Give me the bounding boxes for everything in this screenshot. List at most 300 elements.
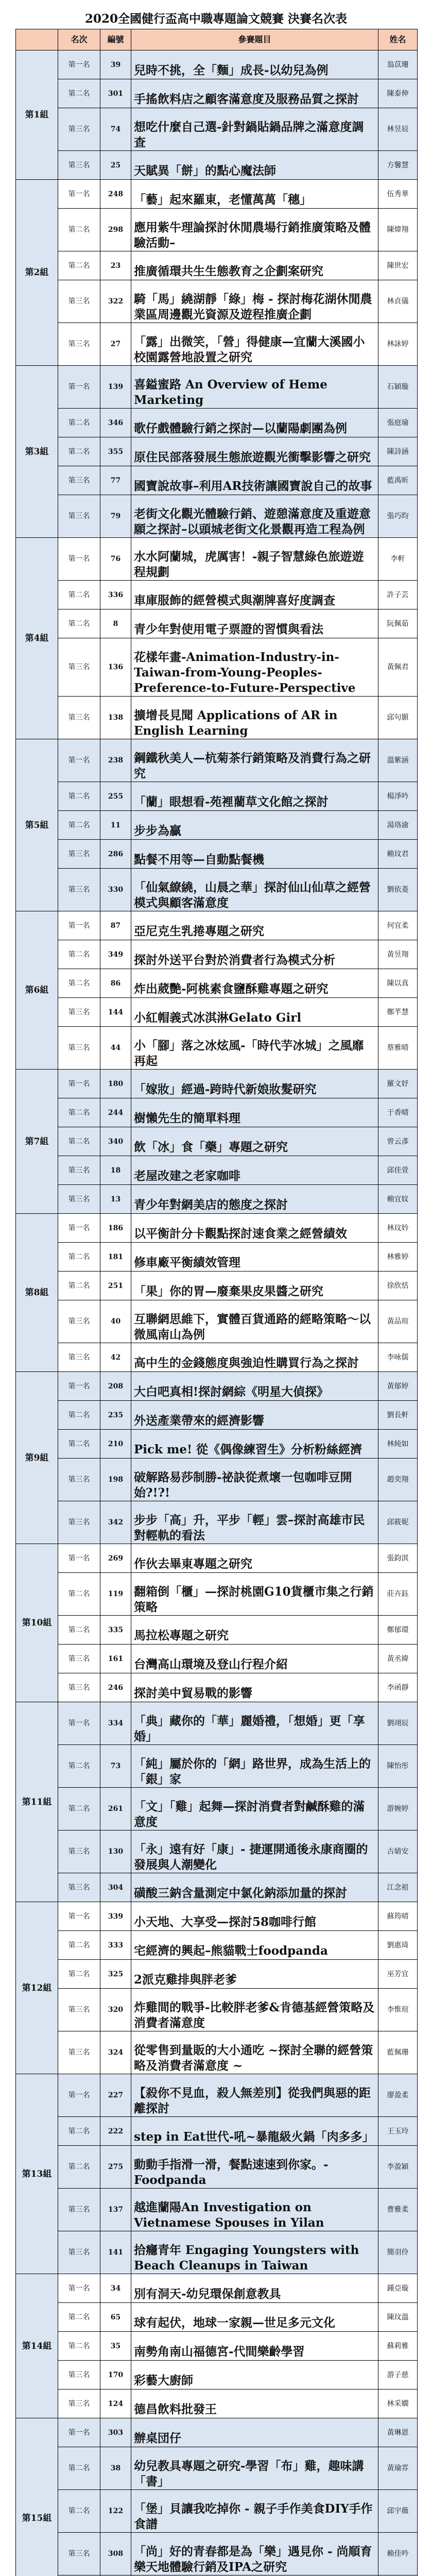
title-cell: 修車廠平衡績效管理 (131, 1243, 378, 1272)
id-cell: 141 (100, 2231, 131, 2274)
id-cell: 8 (100, 609, 131, 638)
group-section (16, 180, 418, 366)
name-cell: 張庭瑜 (378, 409, 418, 437)
title-cell: 應用紫牛理論探討休閒農場行銷推廣策略及體驗活動– (131, 209, 378, 251)
title-cell: Pick me! 從《偶像練習生》分析粉絲經濟 (131, 1430, 378, 1459)
title-cell: 點餐不用等—自動點餐機 (131, 840, 378, 869)
title-cell: 幼兒教具專題之研究-學習「布」雞，趣味講「書」 (131, 2447, 378, 2490)
rank-cell: 第三名 (58, 840, 100, 869)
id-cell: 137 (100, 2189, 131, 2231)
rank-cell: 第二名 (58, 79, 100, 108)
header-group (16, 29, 58, 50)
table-row (16, 1401, 418, 1430)
title-cell: 外送產業帶來的經濟影響 (131, 1401, 378, 1430)
name-cell: 邱佳萱 (378, 1156, 418, 1185)
id-cell: 25 (100, 151, 131, 180)
title-cell: 「藝」起來羅東，老懂萬萬「穗」 (131, 180, 378, 209)
title-cell: 水水阿蘭城，虎厲害！-親子智慧綠色旅遊遊程規劃 (131, 538, 378, 581)
name-cell: 黃瑜雰 (378, 2447, 418, 2490)
rank-cell: 第三名 (58, 495, 100, 538)
rank-cell: 第三名 (58, 697, 100, 739)
name-cell: 黃郁婷 (378, 1372, 418, 1401)
name-cell: 藍佩珊 (378, 2031, 418, 2074)
table-row (16, 1645, 418, 1673)
name-cell: 阮佩茹 (378, 609, 418, 638)
group-section (16, 1544, 418, 1702)
name-cell: 劉惠琦 (378, 1931, 418, 1960)
title-cell: 擴增長見聞 Applications of AR in English Learning (131, 697, 378, 739)
title-cell: 拾癮青年 Engaging Youngsters with Beach Cleanups in Taiwan (131, 2231, 378, 2274)
name-cell: 黃琳恩 (378, 2418, 418, 2447)
name-cell: 蘇筠晴 (378, 1902, 418, 1931)
name-cell: 陳世宏 (378, 251, 418, 280)
table-row (16, 581, 418, 609)
rank-cell: 第三名 (58, 2361, 100, 2389)
id-cell: 261 (100, 1788, 131, 1831)
title-cell: 辦桌団仔 (131, 2418, 378, 2447)
id-cell: 198 (100, 1459, 131, 1501)
group-section (16, 1372, 418, 1544)
group-label: 第2組 (16, 180, 58, 366)
name-cell: 黃品瑄 (378, 1300, 418, 1343)
title-cell: 翻箱倒「櫃」—探討桃園G10貨櫃市集之行銷策略 (131, 1573, 378, 1616)
rank-cell: 第二名 (58, 1098, 100, 1127)
name-cell: 林昱辰 (378, 108, 418, 151)
name-cell: 李惟瑄 (378, 1989, 418, 2031)
group-section (16, 2274, 418, 2418)
table-row (16, 1673, 418, 1702)
table-row (16, 2490, 418, 2533)
name-cell: 蘇莉雅 (378, 2332, 418, 2361)
header-rank: 名次 (58, 29, 100, 50)
table-row (16, 366, 418, 409)
rank-cell: 第二名 (58, 209, 100, 251)
id-cell: 44 (100, 1027, 131, 1070)
name-cell: 蔡雅晴 (378, 1027, 418, 1070)
table-row (16, 2074, 418, 2117)
name-cell: 林玟妗 (378, 1214, 418, 1243)
id-cell: 322 (100, 280, 131, 323)
title-cell: 南勢角南山福德宮-代間樂齡學習 (131, 2332, 378, 2361)
title-cell: 探討美中貿易戰的影響 (131, 1673, 378, 1702)
id-cell: 40 (100, 1300, 131, 1343)
rank-cell: 第三名 (58, 1459, 100, 1501)
title-cell: 鋼鐵秋美人—杭菊茶行銷策略及消費行為之研究 (131, 739, 378, 782)
group-section (16, 739, 418, 911)
id-cell: 330 (100, 869, 131, 911)
table-row (16, 998, 418, 1027)
table-row (16, 1873, 418, 1902)
table-row (16, 739, 418, 782)
id-cell: 336 (100, 581, 131, 609)
name-cell: 林貞儀 (378, 280, 418, 323)
table-row (16, 1501, 418, 1544)
table-row (16, 1272, 418, 1300)
title-cell: 「果」你的胃—廢棄果皮果醬之研究 (131, 1272, 378, 1300)
rank-cell: 第二名 (58, 1573, 100, 1616)
id-cell: 73 (100, 1745, 131, 1788)
title-cell: 馬拉松專題之研究 (131, 1616, 378, 1645)
title-cell: 作伙去畢東專題之研究 (131, 1544, 378, 1573)
table-row (16, 638, 418, 697)
rank-cell: 第三名 (58, 1831, 100, 1873)
rank-cell: 第三名 (58, 2031, 100, 2074)
rank-cell: 第三名 (58, 108, 100, 151)
rank-cell: 第一名 (58, 366, 100, 409)
rank-cell: 第二名 (58, 2303, 100, 2332)
rank-cell: 第三名 (58, 151, 100, 180)
title-cell: 花樣年畫-Animation-Industry-in-Taiwan-from-Young-Peoples-Preference-to-Future-Perspective (131, 638, 378, 697)
title-cell: 炸出葳艷-阿桃素食鹽酥雞專題之研究 (131, 969, 378, 998)
table-row (16, 495, 418, 538)
group-label: 第3組 (16, 366, 58, 538)
table-row (16, 1931, 418, 1960)
name-cell: 石穎璇 (378, 366, 418, 409)
title-cell: 「蘭」眼想看-苑裡藺草文化館之探討 (131, 782, 378, 811)
table-row (16, 2389, 418, 2418)
name-cell: 李咏儒 (378, 1343, 418, 1372)
rank-cell: 第三名 (58, 2389, 100, 2418)
table-row (16, 1702, 418, 1745)
group-label: 第4組 (16, 538, 58, 739)
table-row (16, 2231, 418, 2274)
id-cell: 18 (100, 1156, 131, 1185)
id-cell: 304 (100, 1873, 131, 1902)
id-cell: 320 (100, 1989, 131, 2031)
title-cell: 動動手指滑一滑，餐點速速到你家。-Foodpanda (131, 2146, 378, 2189)
name-cell: 李盈穎 (378, 2146, 418, 2189)
header-name: 姓名 (378, 29, 418, 50)
table-row (16, 251, 418, 280)
table-row (16, 2274, 418, 2303)
group-label: 第12組 (16, 1902, 58, 2074)
id-cell: 161 (100, 1645, 131, 1673)
rank-cell: 第一名 (58, 1902, 100, 1931)
name-cell: 藍禹昕 (378, 466, 418, 495)
group-section (16, 538, 418, 739)
title-cell: 別有洞天-幼兒環保創意教具 (131, 2274, 378, 2303)
title-cell: 探討外送平台對於消費者行為模式分析 (131, 940, 378, 969)
id-cell: 124 (100, 2389, 131, 2418)
name-cell: 黃昱翔 (378, 940, 418, 969)
name-cell: 邱句顥 (378, 697, 418, 739)
title-cell: 「典」藏你的「華」麗婚禮，「想婚」更「享婚」 (131, 1702, 378, 1745)
table-row (16, 180, 418, 209)
name-cell: 劉長軒 (378, 1401, 418, 1430)
title-cell: 大白吧真相!探討網綜《明星大偵探》 (131, 1372, 378, 1401)
title-cell: 老街文化觀光體驗行銷、遊憩滿意度及重遊意願之探討–以頭城老街文化景觀再造工程為例 (131, 495, 378, 538)
name-cell: 陳以真 (378, 969, 418, 998)
table-row (16, 940, 418, 969)
id-cell: 76 (100, 538, 131, 581)
table-row (16, 466, 418, 495)
rank-cell: 第三名 (58, 638, 100, 697)
id-cell: 144 (100, 998, 131, 1027)
group-label: 第1組 (16, 50, 58, 180)
rank-cell: 第二名 (58, 581, 100, 609)
name-cell: 陳煒翔 (378, 209, 418, 251)
name-cell: 邱宇薇 (378, 2490, 418, 2533)
name-cell: 李函靜 (378, 1673, 418, 1702)
rank-cell: 第二名 (58, 1272, 100, 1300)
group-label: 第9組 (16, 1372, 58, 1544)
name-cell: 鄭郁環 (378, 1616, 418, 1645)
name-cell: 李軒 (378, 538, 418, 581)
group-section (16, 1070, 418, 1214)
table-row (16, 609, 418, 638)
rank-cell: 第二名 (58, 1960, 100, 1989)
rank-cell: 第一名 (58, 180, 100, 209)
id-cell: 23 (100, 251, 131, 280)
name-cell: 曾云彥 (378, 1127, 418, 1156)
rank-cell: 第二名 (58, 1401, 100, 1430)
table-row (16, 1156, 418, 1185)
id-cell: 11 (100, 811, 131, 840)
id-cell: 227 (100, 2074, 131, 2117)
table-row (16, 2533, 418, 2575)
table-header-row (16, 29, 418, 50)
name-cell: 鍾亞璇 (378, 2274, 418, 2303)
id-cell: 324 (100, 2031, 131, 2074)
name-cell: 廖盈柔 (378, 2074, 418, 2117)
rank-cell: 第一名 (58, 1372, 100, 1401)
title-cell: 互聯網思維下，實體百貨通路的經略策略～以微風南山為例 (131, 1300, 378, 1343)
title-cell: 以平衡計分卡觀點探討速食業之經營績效 (131, 1214, 378, 1243)
title-cell: 小「腳」落之冰炫風-「時代芋冰城」之風靡再起 (131, 1027, 378, 1070)
title-cell: 【殺你不見血，殺人無差別】從我們與惡的距離探討 (131, 2074, 378, 2117)
title-cell: 樹懶先生的簡單料理 (131, 1098, 378, 1127)
rank-cell: 第二名 (58, 2332, 100, 2361)
id-cell: 42 (100, 1343, 131, 1372)
id-cell: 222 (100, 2117, 131, 2146)
name-cell: 溫紫涵 (378, 739, 418, 782)
rank-cell: 第一名 (58, 2074, 100, 2117)
id-cell: 122 (100, 2490, 131, 2533)
id-cell: 87 (100, 911, 131, 940)
table-row (16, 697, 418, 739)
id-cell: 346 (100, 409, 131, 437)
rank-cell: 第三名 (58, 998, 100, 1027)
id-cell: 340 (100, 1127, 131, 1156)
group-section (16, 366, 418, 538)
title-cell: 「永」遠有好「康」- 捷運開通後永康商圈的發展與人潮變化 (131, 1831, 378, 1873)
table-row (16, 1027, 418, 1070)
table-row (16, 538, 418, 581)
rank-cell: 第一名 (58, 1214, 100, 1243)
title-cell: 兒時不挑，全「麵」成長-以幼兒為例 (131, 50, 378, 79)
id-cell: 333 (100, 1931, 131, 1960)
rank-cell: 第二名 (58, 409, 100, 437)
table-row (16, 1243, 418, 1272)
title-cell: 青少年對使用電子票證的習慣與看法 (131, 609, 378, 638)
group-label: 第5組 (16, 739, 58, 911)
rank-cell: 第一名 (58, 2274, 100, 2303)
group-label: 第8組 (16, 1214, 58, 1372)
name-cell: 翁苡珊 (378, 50, 418, 79)
table-row (16, 911, 418, 940)
rank-cell: 第二名 (58, 2447, 100, 2490)
title-cell: 喜鎰蜜路 An Overview of Heme Marketing (131, 366, 378, 409)
id-cell: 269 (100, 1544, 131, 1573)
id-cell: 86 (100, 969, 131, 998)
rank-cell: 第二名 (58, 940, 100, 969)
table-row (16, 2418, 418, 2447)
name-cell: 巫芳宜 (378, 1960, 418, 1989)
table-row (16, 2447, 418, 2490)
table-row (16, 2146, 418, 2189)
title-cell: 「堡」貝讓我吃掉你 - 親子手作美食DIY手作食譜 (131, 2490, 378, 2533)
title-cell: 台灣高山環境及登山行程介紹 (131, 1645, 378, 1673)
table-row (16, 409, 418, 437)
id-cell: 298 (100, 209, 131, 251)
rank-cell: 第三名 (58, 1300, 100, 1343)
title-cell: 炸雞間的戰爭-比較胖老爹&肯德基經營策略及消費者滿意度 (131, 1989, 378, 2031)
table-row (16, 969, 418, 998)
id-cell: 208 (100, 1372, 131, 1401)
name-cell: 張鈞淇 (378, 1544, 418, 1573)
rank-cell: 第一名 (58, 911, 100, 940)
name-cell: 劉依菱 (378, 869, 418, 911)
table-row (16, 2031, 418, 2074)
id-cell: 275 (100, 2146, 131, 2189)
id-cell: 138 (100, 697, 131, 739)
rank-cell: 第三名 (58, 1185, 100, 1214)
rank-cell: 第二名 (58, 969, 100, 998)
rank-cell: 第一名 (58, 1702, 100, 1745)
id-cell: 303 (100, 2418, 131, 2447)
results-table (15, 29, 418, 2576)
name-cell: 曹雅柔 (378, 2189, 418, 2231)
title-cell: 歌仔戲體驗行銷之探討—以蘭陽劇團為例 (131, 409, 378, 437)
id-cell: 34 (100, 2274, 131, 2303)
title-cell: 「嫁妝」經過-跨時代新娘妝髮研究 (131, 1070, 378, 1098)
name-cell: 古婧安 (378, 1831, 418, 1873)
table-row (16, 151, 418, 180)
id-cell: 39 (100, 50, 131, 79)
table-row (16, 2189, 418, 2231)
id-cell: 170 (100, 2361, 131, 2389)
table-row (16, 869, 418, 911)
rank-cell: 第一名 (58, 1070, 100, 1098)
group-label: 第7組 (16, 1070, 58, 1214)
id-cell: 238 (100, 739, 131, 782)
rank-cell: 第二名 (58, 609, 100, 638)
table-row (16, 323, 418, 366)
rank-cell: 第三名 (58, 2533, 100, 2575)
title-cell: 原住民部落發展生態旅遊觀光衝擊影響之研究 (131, 437, 378, 466)
table-row (16, 840, 418, 869)
title-cell: 飲「冰」食「藥」專題之研究 (131, 1127, 378, 1156)
name-cell: 林雅婷 (378, 1243, 418, 1272)
name-cell: 湯珞渝 (378, 811, 418, 840)
table-row (16, 108, 418, 151)
title-cell: 步步為贏 (131, 811, 378, 840)
group-section (16, 1702, 418, 1902)
rank-cell: 第二名 (58, 437, 100, 466)
title-cell: 小天地、大享受—探討58咖啡行館 (131, 1902, 378, 1931)
id-cell: 342 (100, 1501, 131, 1544)
rank-cell: 第三名 (58, 1156, 100, 1185)
title-cell: 球有起伏，地球一家親—世足多元文化 (131, 2303, 378, 2332)
title-cell: 小紅帽義式冰淇淋Gelato Girl (131, 998, 378, 1027)
page-title: 2020全國健行盃高中職專題論文競賽 決賽名次表 (0, 0, 432, 29)
name-cell: 伍秀華 (378, 180, 418, 209)
table-row (16, 1616, 418, 1645)
id-cell: 286 (100, 840, 131, 869)
id-cell: 339 (100, 1902, 131, 1931)
rank-cell: 第二名 (58, 1931, 100, 1960)
rank-cell: 第三名 (58, 323, 100, 366)
table-row (16, 1185, 418, 1214)
id-cell: 251 (100, 1272, 131, 1300)
table-row (16, 1214, 418, 1243)
table-row (16, 1098, 418, 1127)
title-cell: 從零售到量販的大小通吃 ~探討全聯的經營策略及消費者滿意度 ~ (131, 2031, 378, 2074)
table-row (16, 782, 418, 811)
header-id: 編號 (100, 29, 131, 50)
group-label: 第10組 (16, 1544, 58, 1702)
table-row (16, 1343, 418, 1372)
id-cell: 355 (100, 437, 131, 466)
rank-cell: 第二名 (58, 2146, 100, 2189)
name-cell: 邱筱妮 (378, 1501, 418, 1544)
table-row (16, 1960, 418, 1989)
rank-cell: 第三名 (58, 280, 100, 323)
title-cell: 「文」「雞」起舞—探討消費者對鹹酥雞的滿意度 (131, 1788, 378, 1831)
title-cell: 2派克雞排與胖老爹 (131, 1960, 378, 1989)
rank-cell: 第三名 (58, 1873, 100, 1902)
group-label: 第6組 (16, 911, 58, 1070)
id-cell: 119 (100, 1573, 131, 1616)
rank-cell: 第二名 (58, 1243, 100, 1272)
table-row (16, 811, 418, 840)
title-cell: 亞尼克生乳捲專題之研究 (131, 911, 378, 940)
id-cell: 301 (100, 79, 131, 108)
name-cell: 林采嫻 (378, 2389, 418, 2418)
id-cell: 27 (100, 323, 131, 366)
name-cell: 林詠婷 (378, 323, 418, 366)
title-cell: step in Eat世代-吼~暴龍級火鍋「肉多多」 (131, 2117, 378, 2146)
table-row (16, 1544, 418, 1573)
name-cell: 王玉玲 (378, 2117, 418, 2146)
table-row (16, 50, 418, 79)
title-cell: 「露」出微笑，「營」得健康—宜蘭大溪國小校園露營地設置之研究 (131, 323, 378, 366)
title-cell: 車庫服飾的經營模式與潮牌喜好度調查 (131, 581, 378, 609)
rank-cell: 第一名 (58, 2418, 100, 2447)
rank-cell: 第二名 (58, 1430, 100, 1459)
name-cell: 方馨慧 (378, 151, 418, 180)
table-row (16, 1070, 418, 1098)
title-cell: 推廣循環共生生態教育之企劃案研究 (131, 251, 378, 280)
rank-cell: 第二名 (58, 1127, 100, 1156)
rank-cell: 第二名 (58, 251, 100, 280)
rank-cell: 第二名 (58, 1745, 100, 1788)
name-cell: 陳怡彤 (378, 1745, 418, 1788)
table-row (16, 1300, 418, 1343)
title-cell: 越進蘭陽An Investigation on Vietnamese Spouses in Yilan (131, 2189, 378, 2231)
id-cell: 65 (100, 2303, 131, 2332)
name-cell: 何宜柔 (378, 911, 418, 940)
title-cell: 「純」屬於你的「網」路世界，成為生活上的「銀」家 (131, 1745, 378, 1788)
table-row (16, 209, 418, 251)
rank-cell: 第三名 (58, 1673, 100, 1702)
table-row (16, 1372, 418, 1401)
rank-cell: 第二名 (58, 782, 100, 811)
name-cell: 趙奕翔 (378, 1459, 418, 1501)
rank-cell: 第三名 (58, 466, 100, 495)
title-cell: 想吃什麼自己選-針對鍋貼鍋品牌之滿意度調查 (131, 108, 378, 151)
id-cell: 180 (100, 1070, 131, 1098)
